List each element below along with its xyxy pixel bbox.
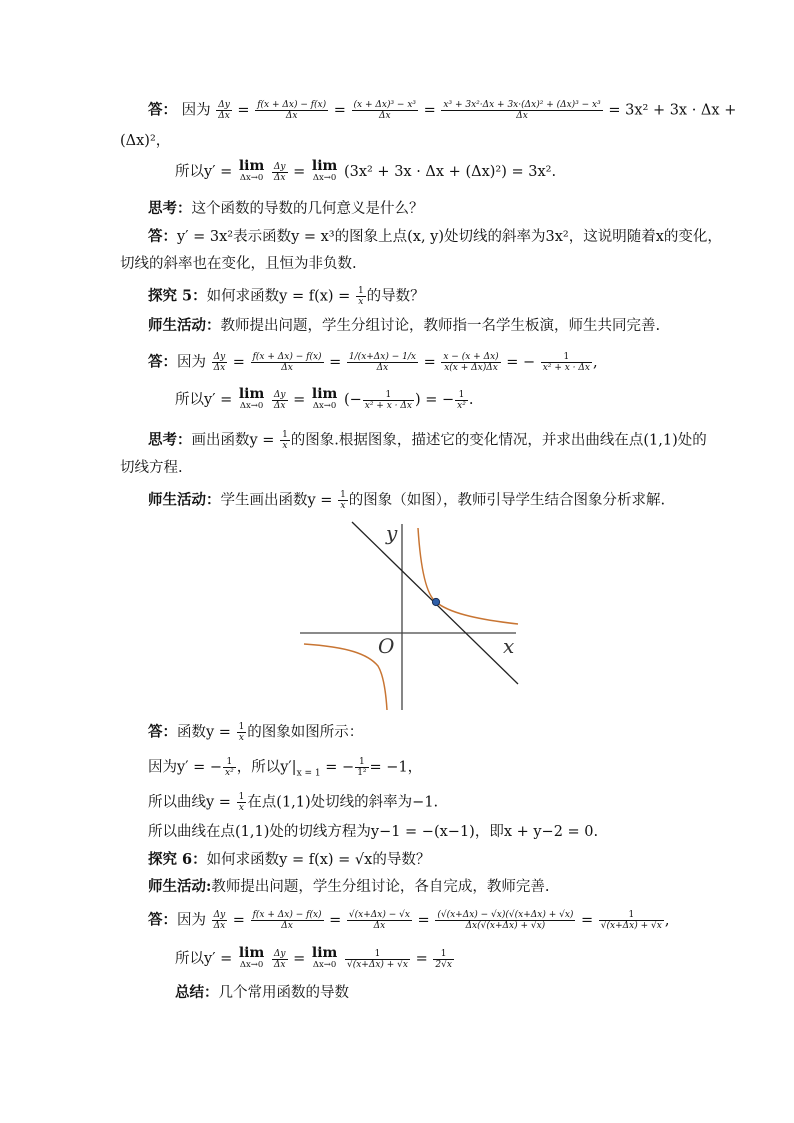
hyperbola-graph bbox=[298, 516, 523, 712]
answer-line-2 bbox=[148, 227, 722, 247]
answer-line-1: 答： 因为 $\frac{\Delta y}{\Delta x}$ = $\frac{f(x + \Delta x) - f(x)}{\Delta x}$ = $\frac{\text{(x + Δx)³ − x³}}{\Delta x}$ = $\frac{\text{x³ + 3x²·Δx + 3x·(Δx)² + (Δx)³ − x³}}{\Delta x}$ = 3x² + 3x · Δx + bbox=[148, 100, 737, 121]
fraction-difference-quotient: $\frac{f(x + \Delta x) - f(x)}{\Delta x}$ bbox=[257, 100, 327, 121]
activity-text: 教师提出问题，学生分组讨论，各自完成，教师完善. bbox=[211, 879, 550, 895]
activity-label: 师生活动： bbox=[148, 491, 221, 509]
answer-line-5: 答：因为 $\frac{\Delta y}{\Delta x}$ = $\frac{f(x + \Delta x) - f(x)}{\Delta x}$ = $\frac{1/(x+\Delta x) - 1/x}{\Delta x}$ = $\frac{x - (x + \Delta x)}{x(x + \Delta x)\Delta x}$ = − $\frac{1}{\text{x² + x · Δx}}$ , bbox=[148, 352, 598, 373]
explore-5-heading: 探究 5：如何求函数y = f(x) = $\frac{1}{x}$ 的导数？ bbox=[148, 286, 425, 307]
answer-line-1-cont: (Δx)²， bbox=[120, 133, 171, 149]
answer-label: 答： bbox=[148, 911, 177, 929]
think-line-5-cont: 切线方程. bbox=[120, 460, 183, 476]
activity-label: 师生活动: bbox=[148, 878, 212, 895]
slope-line: 所以曲线y = $\frac{1}{x}$ 在点(1,1)处切线的斜率为−1. bbox=[148, 792, 439, 813]
answer-intro: 因为 bbox=[181, 102, 211, 119]
answer-label: 答： bbox=[148, 228, 177, 245]
activity-label: 师生活动： bbox=[148, 317, 221, 334]
limit-expression: (3x² + 3x · Δx + (Δx)²) = 3x². bbox=[343, 164, 557, 180]
answer2-text: y′ = 3x²表示函数y = x³的图象上点(x, y)处切线的斜率为3x²，这说明随着x的变化， bbox=[177, 229, 722, 245]
activity-line-6 bbox=[148, 877, 549, 897]
fraction-cube-difference: $\frac{\text{(x + Δx)³ − x³}}{\Delta x}$ bbox=[353, 100, 417, 121]
answer-line-5b: 答：函数y = $\frac{1}{x}$ 的图象如图所示： bbox=[148, 722, 364, 743]
fraction-dy-dx: $\frac{\Delta y}{\Delta x}$ bbox=[218, 100, 230, 121]
y-axis-label: y bbox=[386, 521, 398, 545]
think-label: 思考： bbox=[148, 200, 192, 217]
summary-text: 几个常用函数的导数 bbox=[218, 985, 349, 1001]
think-line-5: 思考：画出函数y = $\frac{1}{x}$ 的图象.根据图象，描述它的变化情况，并求出曲线在点(1,1)处的 bbox=[148, 430, 707, 451]
derivative-value-line: 因为y′ = − $\frac{1}{\text{x²}}$ ，所以$y'|_{x = 1}$ = − $\frac{1}{\text{1²}}$ = −1， bbox=[148, 757, 423, 779]
fraction-expanded: $\frac{\text{x³ + 3x²·Δx + 3x·(Δx)² + (Δx)³ − x³}}{\Delta x}$ bbox=[443, 100, 601, 121]
activity-line-5b: 师生活动：学生画出函数y = $\frac{1}{x}$ 的图象（如图），教师引导学生结合图象分析求解. bbox=[148, 490, 666, 511]
summary-label: 总结： bbox=[175, 984, 219, 1001]
answer-label: 答： bbox=[148, 723, 177, 741]
limit-line-6: 所以y′ = lim Δx→0 $\frac{\Delta y}{\Delta x}$ = lim Δx→0 $\frac{1}{√(x+\Delta x) + √x}$ = $\frac{1}{2√x}$ bbox=[175, 945, 452, 970]
rhs-expression: = 3x² + 3x · Δx + bbox=[608, 102, 737, 119]
think-text: 这个函数的导数的几何意义是什么？ bbox=[191, 201, 424, 217]
origin-label: O bbox=[378, 634, 395, 658]
tangent-point bbox=[432, 598, 439, 605]
explore-6-label: 探究 6： bbox=[148, 851, 207, 868]
limit-line-1: 所以y′ = lim Δx→0 $\frac{\Delta y}{\Delta x}$ = lim Δx→0 (3x² + 3x · Δx + (Δx)²) = 3x². bbox=[175, 158, 557, 183]
activity-text: 教师提出问题，学生分组讨论，教师指一名学生板演，师生共同完善. bbox=[220, 318, 661, 334]
summary-line bbox=[175, 983, 349, 1003]
think-label: 思考： bbox=[148, 431, 192, 449]
activity-line-5 bbox=[148, 316, 660, 336]
hyperbola-branch-2 bbox=[304, 644, 387, 710]
limit-symbol: lim Δx→0 bbox=[238, 158, 265, 183]
limit-line-5: 所以y′ = lim Δx→0 $\frac{\Delta y}{\Delta x}$ = lim Δx→0 (− $\frac{1}{\text{x² + x · Δx}}$ ) = − $\frac{1}{\text{x²}}$ . bbox=[175, 386, 474, 411]
explore-6-heading bbox=[148, 850, 430, 870]
answer-line-2-cont: 切线的斜率也在变化，且恒为非负数. bbox=[120, 256, 357, 272]
tangent-equation-line: 所以曲线在点(1,1)处的切线方程为y−1 = −(x−1)，即x + y−2 = 0. bbox=[148, 824, 599, 840]
answer-label: 答： bbox=[148, 353, 177, 371]
explore-5-text: 如何求函数y = f(x) = bbox=[206, 288, 355, 305]
think-line-1 bbox=[148, 199, 424, 219]
answer-line-6: 答：因为 $\frac{\Delta y}{\Delta x}$ = $\frac{f(x + \Delta x) - f(x)}{\Delta x}$ = $\frac{√(x+\Delta x) - √x}{\Delta x}$ = $\frac{(√(x+\Delta x) - √x)(√(x+\Delta x) + √x)}{\Delta x(√(x+\Delta x) + √x)}$ = $\frac{1}{√(x+\Delta x) + √x}$ , bbox=[148, 910, 670, 931]
hyperbola-branch-1 bbox=[418, 528, 518, 624]
explore-5-label: 探究 5： bbox=[148, 287, 207, 305]
answer-label: 答： bbox=[148, 101, 177, 119]
x-axis-label: x bbox=[503, 634, 515, 658]
explore-6-text: 如何求函数y = f(x) = √x的导数？ bbox=[206, 852, 431, 868]
